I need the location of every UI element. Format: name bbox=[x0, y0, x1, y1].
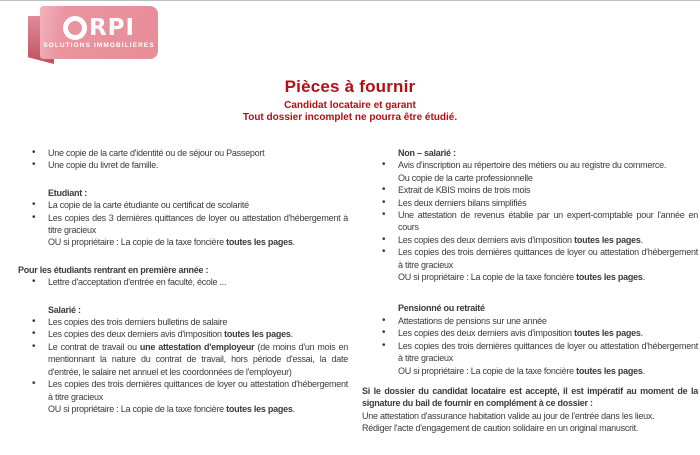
ribbon-banner bbox=[40, 6, 158, 59]
bold-text: toutes les pages bbox=[574, 328, 641, 339]
text-line bbox=[48, 212, 348, 237]
list-item bbox=[18, 159, 348, 171]
list-item bbox=[18, 147, 348, 159]
text-segment: Extrait de KBIS moins de trois mois bbox=[398, 185, 531, 196]
text-line bbox=[398, 184, 698, 196]
list-item bbox=[362, 184, 698, 196]
text-segment: Les copies des trois dernières quittances de loyer ou attestation d'hébergement à titre gracieux bbox=[398, 340, 698, 364]
list-item bbox=[362, 197, 698, 209]
text-segment: Lettre d'acceptation d'entrée en faculté, école ... bbox=[48, 277, 227, 288]
document-list bbox=[18, 199, 348, 249]
orpi-rpi: RPI bbox=[88, 15, 136, 41]
page-subtitle: Candidat locataire et garant bbox=[284, 100, 416, 111]
page-header bbox=[0, 77, 700, 123]
text-line bbox=[48, 316, 348, 328]
text-segment: OU si propriétaire : La copie de la taxe foncière bbox=[398, 365, 577, 376]
list-item bbox=[18, 328, 348, 340]
list-item bbox=[18, 316, 348, 328]
orpi-logo bbox=[28, 6, 158, 64]
text-line bbox=[48, 403, 348, 415]
text-segment: Les deux derniers bilans simplifiés bbox=[398, 197, 527, 208]
text-line bbox=[398, 315, 698, 327]
warning-line: Tout dossier incomplet ne pourra être étudié. bbox=[242, 112, 458, 123]
text-line bbox=[48, 328, 348, 340]
closing-note bbox=[362, 385, 698, 435]
text-line bbox=[48, 199, 348, 211]
document-list bbox=[18, 276, 348, 288]
text-line bbox=[48, 341, 348, 378]
text-segment: Avis d'inscription au répertoire des métiers ou au registre du commerce. bbox=[398, 160, 667, 171]
text-segment: OU si propriétaire : La copie de la taxe foncière bbox=[48, 237, 227, 248]
text-segment: Une attestation de revenus établie par un expert-comptable pour l'année en cours bbox=[398, 210, 698, 233]
bold-text: toutes les pages bbox=[224, 329, 291, 340]
document-list bbox=[18, 316, 348, 415]
section-heading: Non – salarié : bbox=[398, 148, 456, 158]
right-column bbox=[362, 147, 698, 435]
brand-wordmark bbox=[63, 16, 135, 40]
text-segment: Les copies des deux derniers avis d'imposition bbox=[48, 329, 225, 340]
text-line bbox=[398, 234, 698, 246]
text-line bbox=[48, 147, 348, 159]
list-item bbox=[362, 340, 698, 377]
bold-text: toutes les pages bbox=[576, 272, 643, 283]
list-item bbox=[18, 276, 348, 288]
text-segment: Une attestation d'assurance habitation valide au jour de l'entrée dans les lieux. bbox=[362, 410, 655, 421]
text-line bbox=[398, 209, 698, 234]
text-segment: (de moins d'un mois en mentionnant la nature du contrat de travail, hors période d'essai, la date d'entrée, le salaire net annuel et les coordonnées de l'employeur) bbox=[48, 341, 348, 377]
text-segment: OU si propriétaire : La copie de la taxe foncière bbox=[48, 403, 227, 414]
page-title: Pièces à fournir bbox=[284, 77, 416, 96]
bold-text: toutes les pages bbox=[576, 365, 643, 376]
text-line bbox=[48, 159, 348, 171]
document-list bbox=[362, 159, 698, 283]
text-line bbox=[398, 365, 698, 377]
list-item bbox=[362, 327, 698, 339]
list-item bbox=[18, 199, 348, 211]
bold-text: toutes les pages bbox=[226, 237, 293, 248]
text-segment: Les copies des trois dernières quittances de loyer ou attestation d'hébergement à titre gracieux bbox=[48, 379, 348, 402]
list-item bbox=[18, 378, 348, 415]
text-segment: . bbox=[642, 365, 645, 376]
text-line bbox=[362, 422, 698, 434]
text-line bbox=[398, 172, 698, 184]
list-item bbox=[362, 209, 698, 234]
text-line bbox=[398, 159, 698, 171]
section-heading: Pensionné ou retraité bbox=[398, 303, 485, 314]
section-heading: Etudiant : bbox=[48, 187, 87, 198]
text-segment: Rédiger l'acte d'engagement de caution solidaire en un original manuscrit. bbox=[362, 423, 639, 434]
list-item bbox=[362, 315, 698, 327]
text-segment: La copie de la carte étudiante ou certificat de scolarité bbox=[48, 200, 249, 211]
bold-text: Si le dossier du candidat locataire est accepté, il est impératif au moment de la signature du bail de fournir en complément à ce dossier : bbox=[362, 385, 698, 409]
text-line bbox=[398, 197, 698, 209]
text-line bbox=[398, 246, 698, 271]
text-segment: OU si propriétaire : La copie de la taxe foncière bbox=[398, 272, 577, 283]
list-item bbox=[18, 212, 348, 249]
text-segment: . bbox=[642, 272, 645, 283]
text-segment: Les copies des trois dernières quittances de loyer ou attestation d'hébergement à titre gracieux bbox=[398, 247, 698, 270]
text-line bbox=[48, 276, 348, 288]
text-segment: . bbox=[290, 329, 293, 340]
text-line bbox=[48, 236, 348, 248]
brand-tagline: SOLUTIONS IMMOBILIERES bbox=[43, 42, 155, 49]
text-line bbox=[398, 327, 698, 339]
text-segment: . bbox=[292, 403, 295, 414]
list-item bbox=[362, 246, 698, 283]
bold-text: toutes les pages bbox=[226, 403, 293, 414]
text-segment: . bbox=[640, 328, 643, 339]
bold-text: une attestation d'employeur bbox=[139, 341, 255, 352]
list-item bbox=[18, 341, 348, 378]
list-item bbox=[362, 159, 698, 184]
text-line bbox=[362, 385, 698, 410]
left-column bbox=[18, 147, 348, 415]
list-item bbox=[362, 234, 698, 246]
text-line bbox=[48, 378, 348, 403]
document-list bbox=[18, 147, 348, 172]
text-line bbox=[362, 410, 698, 422]
text-segment: Les copies des 3 dernières quittances de loyer ou attestation d'hébergement à titre gracieux bbox=[48, 212, 348, 236]
document-list bbox=[362, 315, 698, 377]
text-line bbox=[398, 271, 698, 283]
text-segment: Les copies des trois derniers bulletins de salaire bbox=[48, 317, 228, 328]
text-segment: Les copies des deux derniers avis d'imposition bbox=[398, 328, 575, 339]
text-segment: Ou copie de la carte professionnelle bbox=[398, 172, 533, 183]
bold-text: toutes les pages bbox=[574, 234, 641, 245]
orpi-o-ring-icon bbox=[63, 16, 87, 40]
text-segment: Une copie de la carte d'identité ou de séjour ou Passeport bbox=[48, 148, 265, 158]
section-heading: Salarié : bbox=[48, 304, 81, 315]
section-heading: Pour les étudiants rentrant en première année : bbox=[18, 264, 209, 275]
text-segment: . bbox=[640, 234, 643, 245]
text-segment: Une copie du livret de famille. bbox=[48, 160, 159, 171]
text-line bbox=[398, 340, 698, 365]
text-segment: Les copies des deux derniers avis d'imposition bbox=[398, 234, 575, 245]
text-segment: Attestations de pensions sur une année bbox=[398, 315, 547, 326]
text-segment: . bbox=[292, 237, 295, 248]
text-segment: Le contrat de travail ou bbox=[48, 341, 140, 352]
